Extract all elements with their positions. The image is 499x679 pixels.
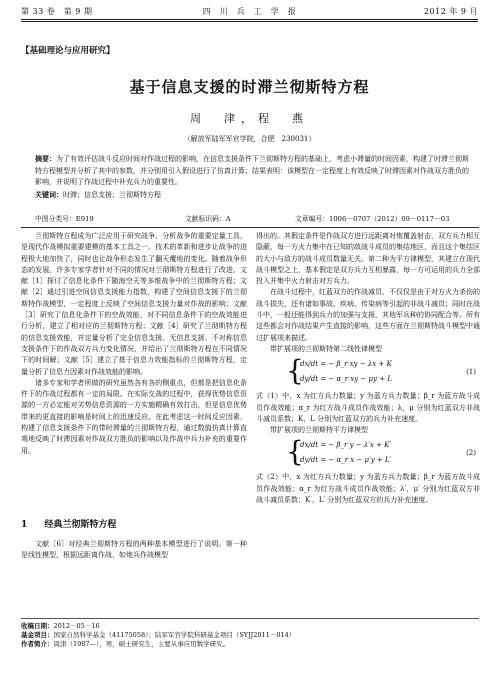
received-label: 收稿日期： <box>21 622 54 630</box>
equation-number: (1) <box>466 368 476 377</box>
equation-brace: { <box>286 435 304 469</box>
issue-date: 2012 年 9 月 <box>423 7 478 16</box>
section-heading <box>21 517 116 530</box>
equation-2-line-2: dy/dt = − α_r x − μ′y + L′ <box>300 456 392 465</box>
footnotes <box>21 622 479 649</box>
body-left-column <box>21 231 247 457</box>
equation-2-line-1: dx/dt = − β_r y − λ′x + K′ <box>300 441 391 450</box>
document-code: 文献标识码：A <box>185 215 231 223</box>
article-title: 基于信息支援的时滞兰彻斯特方程 <box>129 78 370 96</box>
equation-brace: { <box>286 354 304 388</box>
received-date: 2012－05－16 <box>53 622 100 630</box>
equation-number: (2) <box>466 449 476 458</box>
journal-header <box>0 0 499 22</box>
equation-2 <box>256 435 480 470</box>
paragraph: 兰彻斯特方程成为广泛应用于研究战争、分析战争的重要定量工具，是现代作战模拟重要建模的基本工具之一。技术的革新和进步让战争的进程极大地加快了，同时也让战争形态发生了翻天覆地的变化。随着战争形态的发展，许多专家学者针对不同的情况对兰彻斯特方程进行了改进。文献［1］探讨了信息化条件下随海空天等多维战争中的兰彻斯特方程；文献［2］通过引进空间信息支援能力指数，构建了空间信息支援下的兰彻斯特作战模型，一定程度上反映了空间信息支援力量对作战的影响；文献［3］研究了信息化条件下的空战效能，对不同信息条件下的空战效能进行分析，建立了相对应的兰彻斯特方程；文献［4］研究了兰彻斯特方程的信息支援效能，并定量分析了完全信息支援、无信息支援、不对称信息支援条件下的作战双方兵力变化情况，并给出了兰彻斯特方程在不同情况下的时间解；文献［5］建立了基于信息力效能指标的兰彻斯特方程，定量分析了信息力因素对作战效能的影响。 <box>21 232 247 376</box>
fund-text: 国家自然科学基金（41175058）；陆军军官学院科研基金项目（SYJJ2011－014） <box>53 631 296 639</box>
author-bio: 周津（1987—），男，硕士研究生，主要从事应用数学研究。 <box>53 640 230 648</box>
section-title: 经典兰彻斯特方程 <box>44 520 117 530</box>
affiliation: （解放军陆军军官学院，合肥 230031） <box>183 135 316 143</box>
paragraph: 文献［6］对经典兰彻斯特方程的两种基本模型进行了说明。第一种是线性模型，根据远距离作战，如炮兵作战模型 <box>21 540 247 560</box>
body-right-column <box>256 231 480 506</box>
paragraph: 得出的。其假定条件是作战双方进行远距离对炮覆盖射击，双方兵力相互隐蔽，每一方火力集中在已知的敌战斗成员的集结地区，而且这个集结区的大小与敌方的战斗成员数量无关。第二种为平方律模型，其建立在现代战斗模型之上，基本假定是双方兵力互相暴露，每一方可运用的兵力全部投入并集中火力射击对方兵力。 <box>256 232 480 286</box>
body-left-column-2 <box>21 539 247 562</box>
journal-name: 四 川 兵 工 学 报 <box>202 7 297 16</box>
model1-label: 带扩展项的兰彻斯特第二线性律模型 <box>270 344 382 353</box>
model2-label: 带扩展项的兰彻斯特平方律模型 <box>270 426 368 435</box>
abstract-text: 为了有效评估战斗反应时间对作战过程的影响，在信息支援条件下兰彻斯特方程的基础上，考虑小滞量的时间因素，构建了时滞兰彻斯特方程模型并分析了其中的参数，并分别用引入假设进行了仿真计算；结果表明：该模型在一定程度上有效反映了时滞因素对作战双方胜负的影响，并说明了作战过程中补充兵力的重要性。 <box>35 155 469 187</box>
author-bio-label: 作者简介： <box>21 640 54 648</box>
divider <box>21 227 479 228</box>
fund-label: 基金项目： <box>21 631 54 639</box>
header-rule-bottom <box>21 21 478 22</box>
paragraph: 诸多专家和学者所做的研究虽然各有各的侧重点，但都是把信息化条件下的作战过程都有一定的局限。在实际交战的过程中，获得优势信息资源的一方必定能对劣势信息资源的一方实施精确有效打击，但是信息优势带来的更直接的影响是时间上的迅速反应。在此考虑这一时间反应因素，构建了信息支援条件下的带时滞量的兰彻斯特方程，通过数值仿真计算直观地反映了时滞因素对作战双方胜负的影响以及作战中兵力补充的重要作用。 <box>21 378 247 455</box>
abstract <box>35 153 469 201</box>
abstract-label: 摘要： <box>35 154 56 163</box>
paragraph: 在战斗过程中，红蓝双方的作战减员，不仅仅是由于对方火力杀伤的战斗损失，还有诸如事故、疾病、传染病等引起的非战斗减员；同时在战斗中，一般还能得到兵力的加强与支援，其他军兵种的协同配合等。所有这些都会对作战结果产生直接的影响，这些方面在兰彻斯特战斗模型中通过扩展项来描述。 <box>256 288 480 342</box>
clc-number: 中图分类号：E919 <box>35 215 94 223</box>
header-rule-top <box>21 19 478 20</box>
keywords-text: 时滞；信息支援；兰彻斯特方程 <box>63 190 161 199</box>
equation-1 <box>256 354 480 389</box>
footnote-rule <box>21 618 479 619</box>
paragraph: 式（2）中，x 为红方兵力数量；y 为蓝方兵力数量；β_r 为蓝方战斗成员作战效能；α_r 为红方战斗成员作战效能；λ′，μ′ 分别为红蓝双方非战斗减员系数；K′，L′ 分别为红蓝双方的兵力补充速度。 <box>256 473 480 505</box>
paragraph: 式（1）中，x 为红方兵力数量；y 为蓝方兵力数量；β_r 为蓝方战斗成员作战效能；α_r 为红方战斗成员作战效能；λ，μ 分别为红蓝双方非战斗减员系数；K，L 分别为红蓝双方的兵力补充速度。 <box>256 392 480 423</box>
keywords-label: 关键词： <box>35 189 63 199</box>
equation-1-line-1: dx/dt = − β_r xy − λx + K <box>300 360 392 369</box>
article-number: 文章编号：1006－0707（2012）09－0117－03 <box>295 215 450 223</box>
authors: 周 津，程 燕 <box>190 112 309 125</box>
equation-1-line-2: dy/dt = − α_r xy − μy + L <box>300 375 392 384</box>
category-label: 【基础理论与应用研究】 <box>21 46 115 56</box>
volume-issue: 第 33 卷 第 9 期 <box>21 7 93 16</box>
section-number: 1 <box>21 520 28 530</box>
